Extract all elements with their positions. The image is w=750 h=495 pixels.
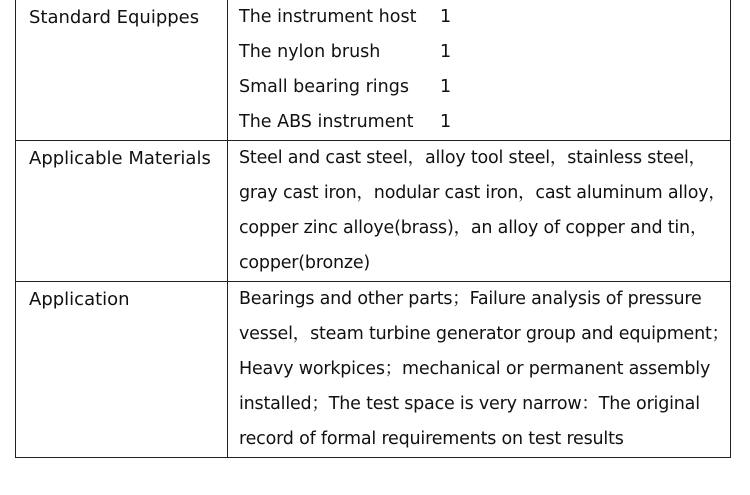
spec-table: [15, 0, 731, 458]
table-row-applicable-materials: [16, 141, 731, 282]
text-line: copper zinc alloye(brass)，an alloy of copper and tin，: [239, 218, 708, 238]
equipment-name: The ABS instrument: [239, 112, 414, 132]
text-line: copper(bronze): [239, 253, 371, 273]
text-line: Bearings and other parts；Failure analysis of pressure: [239, 289, 702, 309]
equipment-name: Small bearing rings: [239, 77, 409, 97]
row-label-cell: [16, 0, 228, 141]
equipment-item: [239, 105, 726, 140]
text-line: Heavy workpices；mechanical or permanent assembly: [239, 359, 711, 379]
equipment-qty: 1: [440, 7, 452, 27]
equipment-name: The nylon brush: [239, 42, 381, 62]
row-label: Standard Equippes: [29, 7, 200, 28]
application-text: [228, 282, 730, 457]
table-row-standard-equipment: [16, 0, 731, 141]
text-line: Steel and cast steel，alloy tool steel，stainless steel，: [239, 148, 706, 168]
equipment-item: [239, 0, 726, 35]
equipment-qty: 1: [440, 77, 452, 97]
table-row-application: [16, 282, 731, 458]
text-line: record of formal requirements on test results: [239, 429, 624, 449]
equipment-qty: 1: [440, 112, 452, 132]
row-content-cell: [228, 141, 731, 282]
row-label-cell: [16, 141, 228, 282]
row-content-cell: [228, 0, 731, 141]
equipment-name: The instrument host: [239, 7, 417, 27]
row-content-cell: [228, 282, 731, 458]
row-label: Applicable Materials: [29, 148, 211, 169]
materials-text: [228, 141, 730, 281]
row-label: Application: [29, 289, 130, 310]
equipment-list: [228, 0, 730, 140]
text-line: vessel，steam turbine generator group and equipment；: [239, 324, 729, 344]
equipment-qty: 1: [440, 42, 452, 62]
row-label-cell: [16, 282, 228, 458]
text-line: installed；The test space is very narrow：The original: [239, 394, 700, 414]
text-line: gray cast iron，nodular cast iron，cast aluminum alloy，: [239, 183, 726, 203]
equipment-item: [239, 35, 726, 70]
equipment-item: [239, 70, 726, 105]
